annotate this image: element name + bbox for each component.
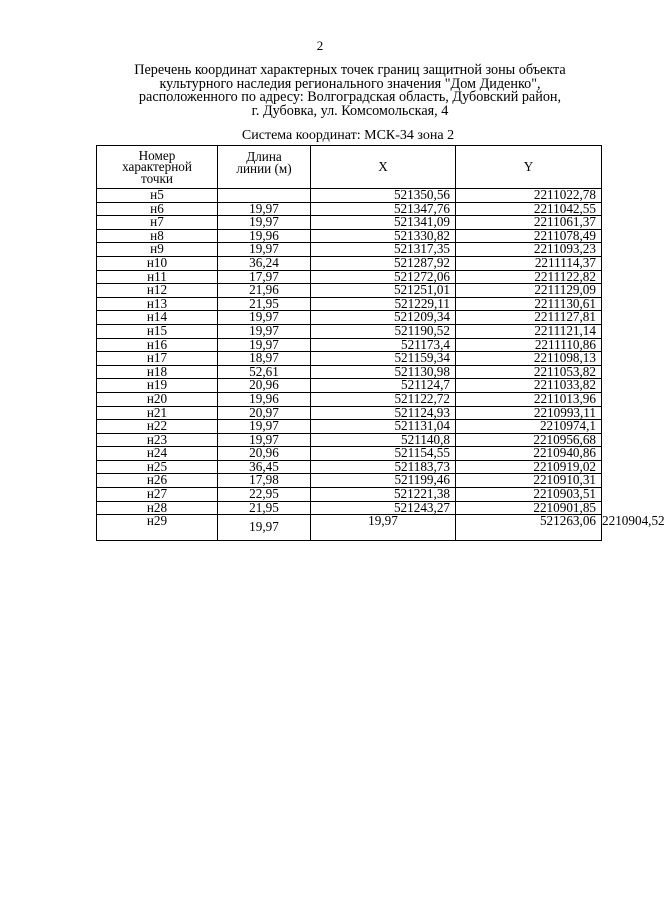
- y-coordinate: 2211022,78: [456, 189, 602, 203]
- table-row: [97, 189, 602, 203]
- x-coordinate: 521199,46: [311, 474, 456, 488]
- x-coordinate: 521263,06: [456, 515, 602, 541]
- point-number: н16: [97, 338, 218, 352]
- table-row: [97, 392, 602, 406]
- point-number: н28: [97, 501, 218, 515]
- document-title: [100, 64, 600, 118]
- point-number: н13: [97, 297, 218, 311]
- line-length: 19,97: [218, 515, 311, 541]
- point-number: н19: [97, 379, 218, 393]
- table-row: [97, 460, 602, 474]
- y-coordinate: 2210910,31: [456, 474, 602, 488]
- table-row: [97, 406, 602, 420]
- line-length: 19,97: [218, 311, 311, 325]
- line-length: 22,95: [218, 488, 311, 502]
- line-length: 36,24: [218, 256, 311, 270]
- x-coordinate: 521209,34: [311, 311, 456, 325]
- point-number: н14: [97, 311, 218, 325]
- x-coordinate: 521154,55: [311, 447, 456, 461]
- line-length: 19,97: [218, 338, 311, 352]
- table-row: [97, 243, 602, 257]
- table-row: [97, 488, 602, 502]
- title-line: Перечень координат характерных точек границ защитной зоны объекта: [134, 62, 566, 78]
- x-coordinate: 521159,34: [311, 352, 456, 366]
- y-coordinate: 2211013,96: [456, 392, 602, 406]
- point-number: н17: [97, 352, 218, 366]
- point-number: н29: [97, 515, 218, 541]
- y-coordinate: 2211053,82: [456, 365, 602, 379]
- table-row: [97, 352, 602, 366]
- line-length: 20,96: [218, 379, 311, 393]
- x-coordinate: 521140,8: [311, 433, 456, 447]
- point-number: н9: [97, 243, 218, 257]
- line-length: 36,45: [218, 460, 311, 474]
- y-coordinate: 2211130,61: [456, 297, 602, 311]
- line-length: 19,97: [311, 515, 456, 541]
- table-row: [97, 420, 602, 434]
- x-coordinate: 521251,01: [311, 284, 456, 298]
- y-coordinate: 2210956,68: [456, 433, 602, 447]
- y-coordinate: 2211098,13: [456, 352, 602, 366]
- x-coordinate: 521173,4: [311, 338, 456, 352]
- x-coordinate: 521347,76: [311, 202, 456, 216]
- table-row: [97, 216, 602, 230]
- table-row: [97, 433, 602, 447]
- x-coordinate: 521124,93: [311, 406, 456, 420]
- coordinate-system-label: Система координат: МСК-34 зона 2: [241, 128, 455, 143]
- x-coordinate: 521221,38: [311, 488, 456, 502]
- line-length: 19,97: [218, 324, 311, 338]
- table-row: [97, 256, 602, 270]
- x-coordinate: 521124,7: [311, 379, 456, 393]
- x-coordinate: 521350,56: [311, 189, 456, 203]
- table-row: [97, 202, 602, 216]
- line-length: 19,97: [218, 433, 311, 447]
- x-coordinate: 521243,27: [311, 501, 456, 515]
- y-coordinate: 2211078,49: [456, 229, 602, 243]
- table-row: [97, 297, 602, 311]
- table-row: [97, 338, 602, 352]
- table-row: [97, 501, 602, 515]
- y-coordinate: 2211127,81: [456, 311, 602, 325]
- point-number: н22: [97, 420, 218, 434]
- table-row: н29 19,97 521263,06 2210904,52: [97, 515, 602, 541]
- y-coordinate: 2210919,02: [456, 460, 602, 474]
- x-coordinate: 521122,72: [311, 392, 456, 406]
- point-number: н12: [97, 284, 218, 298]
- header-y: Y: [456, 146, 602, 189]
- table-row: [97, 284, 602, 298]
- line-length: 18,97: [218, 352, 311, 366]
- point-number: н10: [97, 256, 218, 270]
- line-length: 20,97: [218, 406, 311, 420]
- table-row: [97, 270, 602, 284]
- point-number: н7: [97, 216, 218, 230]
- x-coordinate: 521330,82: [311, 229, 456, 243]
- table-row: [97, 474, 602, 488]
- title-line: культурного наследия регионального значения "Дом Диденко",: [159, 75, 541, 92]
- line-length: 19,97: [218, 202, 311, 216]
- header-line-length: Длина линии (м): [218, 146, 311, 189]
- point-number: н26: [97, 474, 218, 488]
- point-number: н27: [97, 488, 218, 502]
- y-coordinate: 2211121,14: [456, 324, 602, 338]
- table-header-row: [97, 146, 602, 189]
- table-row: [97, 365, 602, 379]
- line-length: 19,97: [218, 216, 311, 230]
- x-coordinate: 521190,52: [311, 324, 456, 338]
- x-coordinate: 521287,92: [311, 256, 456, 270]
- point-number: н24: [97, 447, 218, 461]
- x-coordinate: 521341,09: [311, 216, 456, 230]
- line-length: 19,96: [218, 392, 311, 406]
- header-point-number: Номер характерной точки: [97, 146, 218, 189]
- y-coordinate: 2210940,86: [456, 447, 602, 461]
- y-coordinate: 2210974,1: [456, 420, 602, 434]
- table-row: [97, 379, 602, 393]
- x-coordinate: 521317,35: [311, 243, 456, 257]
- point-number: н5: [97, 189, 218, 203]
- table-row: [97, 324, 602, 338]
- line-length: 21,95: [218, 297, 311, 311]
- line-length: 17,97: [218, 270, 311, 284]
- line-length: 21,96: [218, 284, 311, 298]
- table-row: [97, 229, 602, 243]
- page-number: 2: [316, 38, 324, 53]
- x-coordinate: 521229,11: [311, 297, 456, 311]
- point-number: н11: [97, 270, 218, 284]
- point-number: н23: [97, 433, 218, 447]
- line-length: 21,95: [218, 501, 311, 515]
- y-coordinate: 2211122,82: [456, 270, 602, 284]
- y-coordinate: 2211061,37: [456, 216, 602, 230]
- line-length: 19,97: [218, 420, 311, 434]
- point-number: н15: [97, 324, 218, 338]
- header-x: X: [311, 146, 456, 189]
- y-coordinate: 2211033,82: [456, 379, 602, 393]
- y-coordinate: 2211093,23: [456, 243, 602, 257]
- line-length: 52,61: [218, 365, 311, 379]
- title-line: г. Дубовка, ул. Комсомольская, 4: [251, 102, 449, 119]
- table-row: [97, 311, 602, 325]
- y-coordinate: 2210993,11: [456, 406, 602, 420]
- line-length: 19,96: [218, 229, 311, 243]
- line-length: 20,96: [218, 447, 311, 461]
- point-number: н6: [97, 202, 218, 216]
- y-coordinate: 2210901,85: [456, 501, 602, 515]
- y-coordinate: 2211042,55: [456, 202, 602, 216]
- x-coordinate: 521130,98: [311, 365, 456, 379]
- table-row: [97, 447, 602, 461]
- y-coordinate: 2210903,51: [456, 488, 602, 502]
- x-coordinate: 521183,73: [311, 460, 456, 474]
- y-coordinate: 2211114,37: [456, 256, 602, 270]
- table-body: [97, 187, 665, 541]
- point-number: н8: [97, 229, 218, 243]
- x-coordinate: 521272,06: [311, 270, 456, 284]
- y-coordinate: 2211129,09: [456, 284, 602, 298]
- point-number: н18: [97, 365, 218, 379]
- x-coordinate: 521131,04: [311, 420, 456, 434]
- point-number: н25: [97, 460, 218, 474]
- point-number: н21: [97, 406, 218, 420]
- y-coordinate: 2211110,86: [456, 338, 602, 352]
- coordinates-table: [96, 145, 665, 541]
- line-length: 17,98: [218, 474, 311, 488]
- title-line: расположенного по адресу: Волгоградская область, Дубовский район,: [138, 89, 562, 106]
- line-length: 19,97: [218, 243, 311, 257]
- point-number: н20: [97, 392, 218, 406]
